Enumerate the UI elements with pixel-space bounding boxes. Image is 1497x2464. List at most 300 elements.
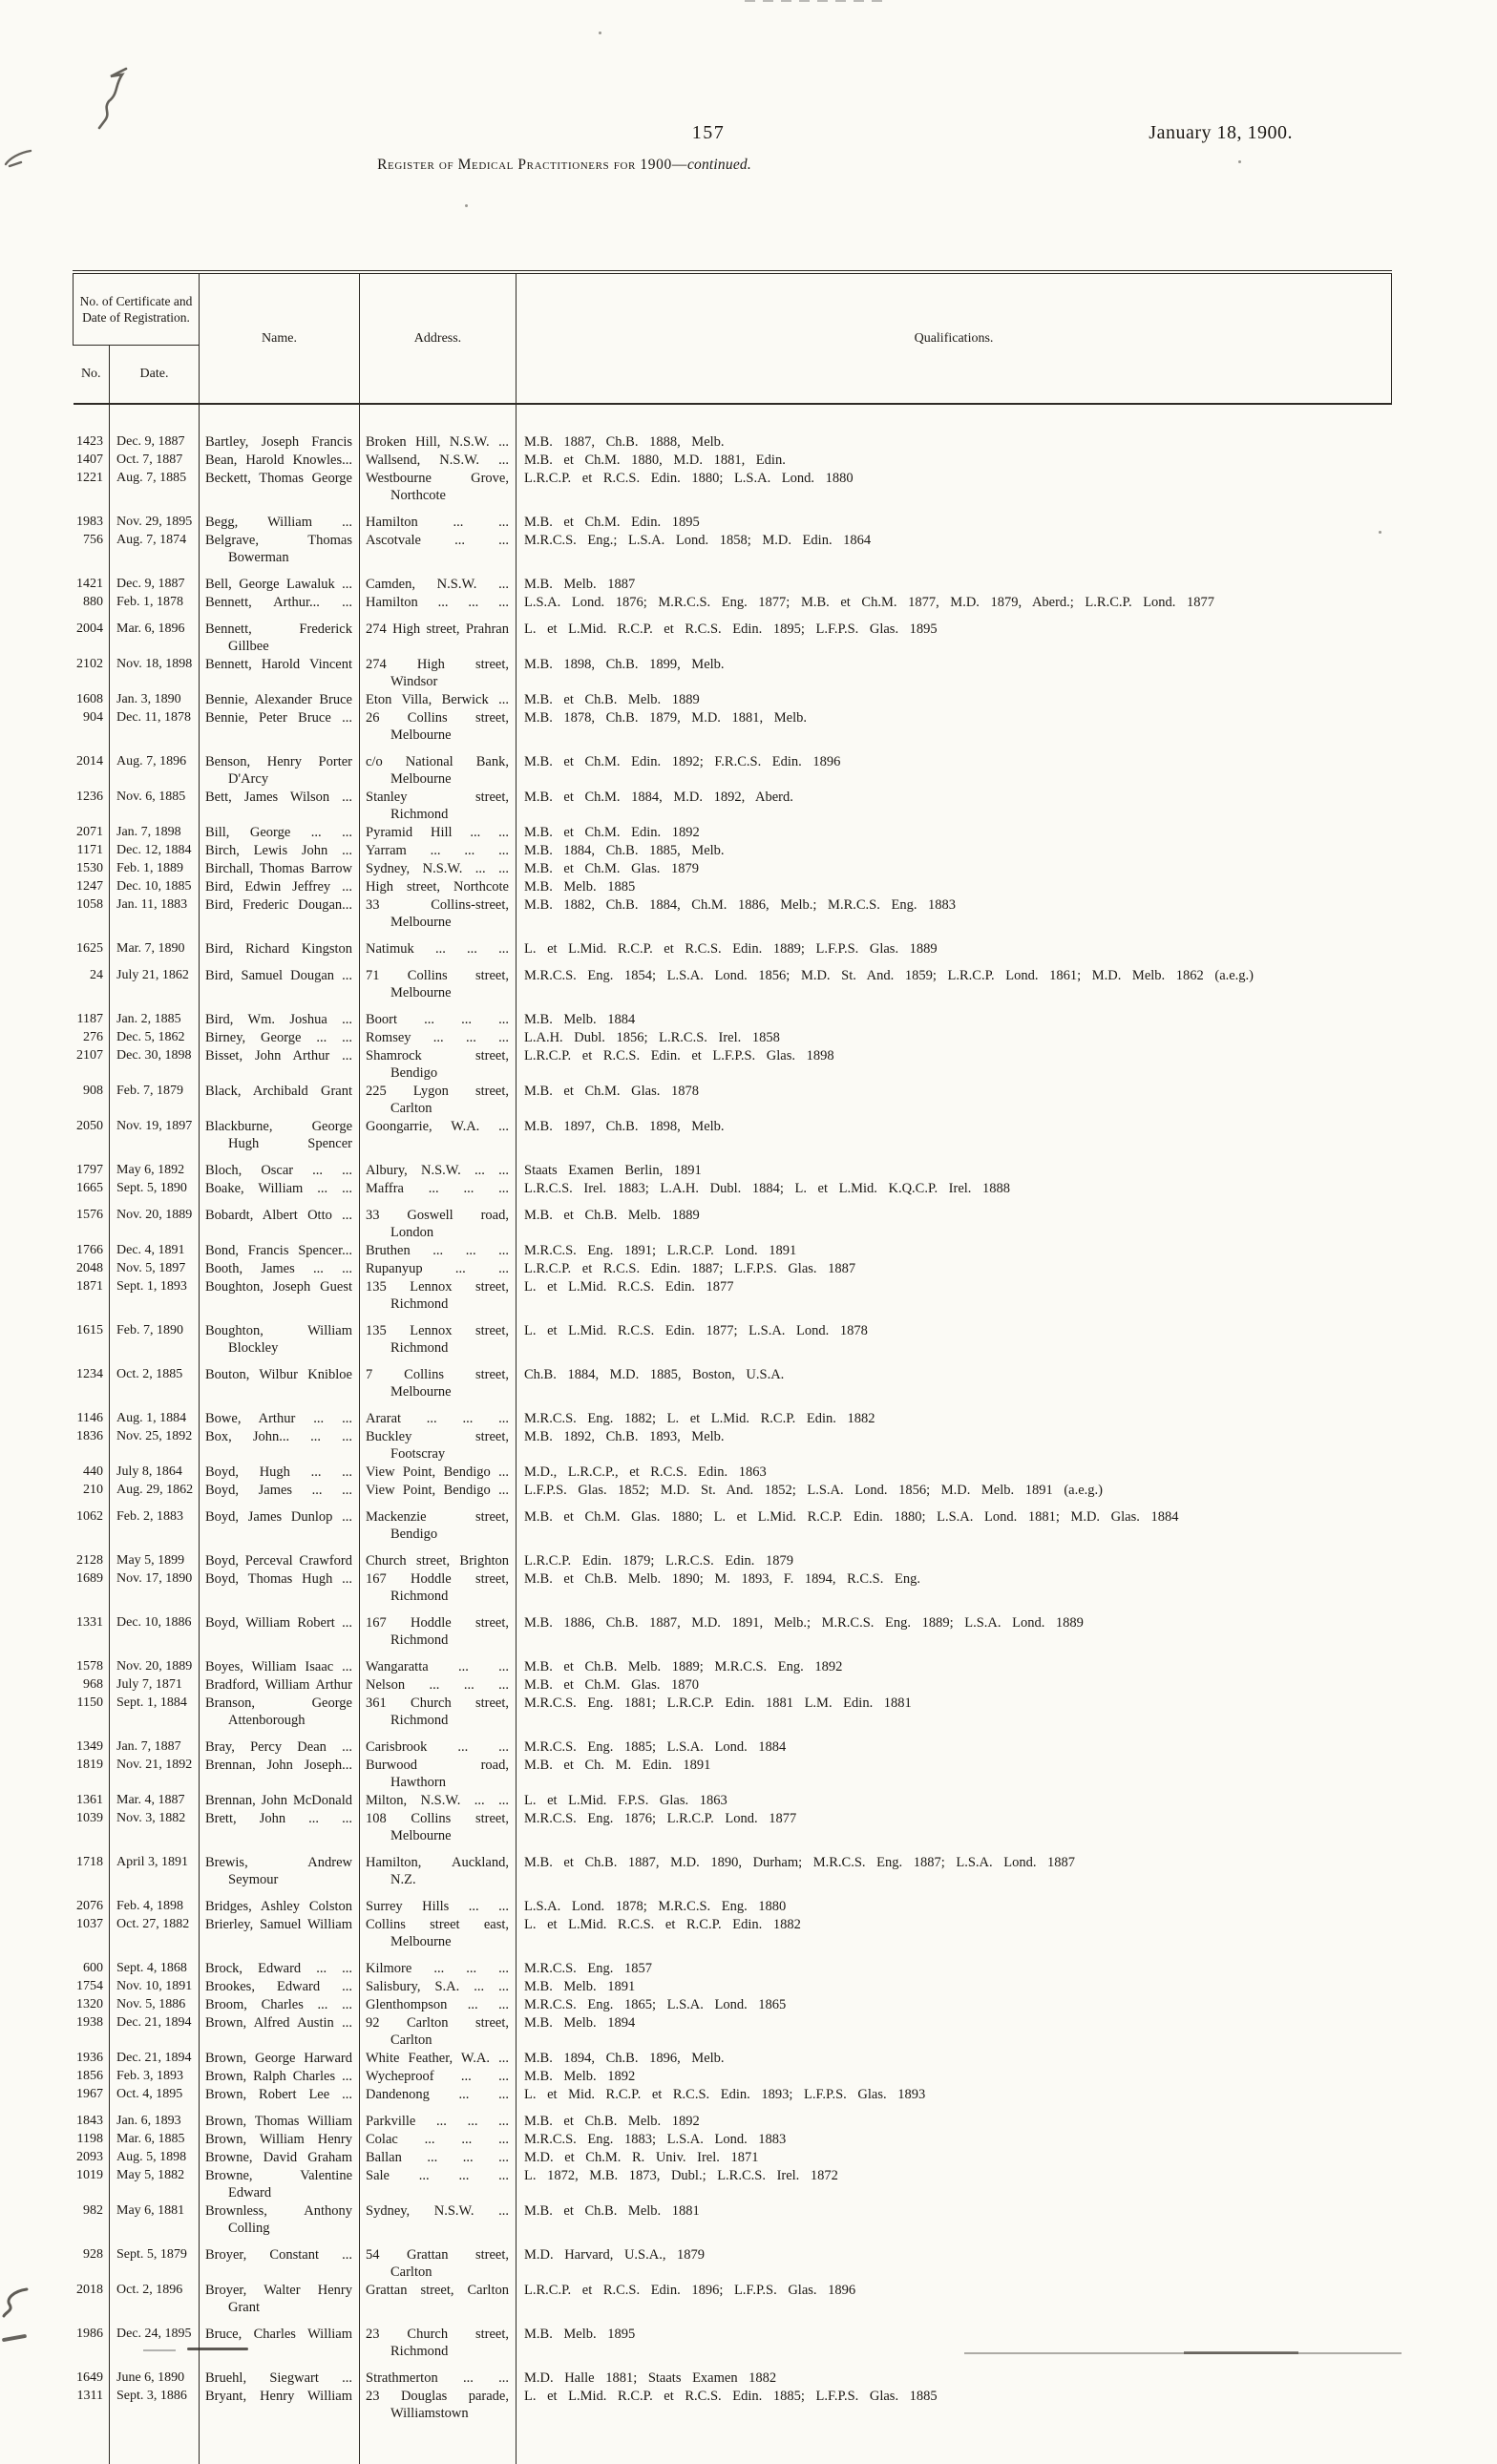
cell-no: 1615 xyxy=(76,1323,103,1337)
cell-no: 1361 xyxy=(76,1793,103,1807)
cell-no: 1766 xyxy=(76,1243,103,1257)
cell-address: Shamrock street, Bendigo xyxy=(360,1047,517,1083)
cell-date: Nov. 25, 1892 xyxy=(110,1428,200,1464)
cell-qual: L. et L.Mid. R.C.S. Edin. 1877 xyxy=(517,1278,1392,1314)
cell-qual: M.B. et Ch.M. Glas. 1870 xyxy=(517,1676,1392,1695)
cell-address: 54 Grattan street, Carlton xyxy=(360,2238,517,2282)
cell-name: Brookes, Edward ... xyxy=(200,1978,360,1996)
cell-name: Brown, Robert Lee ... xyxy=(200,2086,360,2104)
cell-date: Dec. 9, 1887 xyxy=(110,404,200,452)
cell-date: Oct. 4, 1895 xyxy=(110,2086,200,2104)
cell-date: Nov. 5, 1897 xyxy=(110,1260,200,1278)
cell-date: July 7, 1871 xyxy=(110,1676,200,1695)
cell-qual: M.B. et Ch.B. Melb. 1881 xyxy=(517,2202,1392,2238)
cell-qual: M.B. et Ch.B. Melb. 1890; M. 1893, F. 1894, R.C.S. Eng. xyxy=(517,1570,1392,1606)
cell-name: Brown, William Henry xyxy=(200,2131,360,2149)
cell-qual: M.D. Harvard, U.S.A., 1879 xyxy=(517,2238,1392,2282)
cell-no: 1578 xyxy=(76,1659,103,1674)
table-row xyxy=(74,2014,1392,2050)
cell-date: Feb. 7, 1890 xyxy=(110,1314,200,1358)
table-row xyxy=(74,878,1392,896)
cell-address: Yarram ... ... ... xyxy=(360,842,517,860)
cell-qual-empty xyxy=(517,2423,1392,2464)
cell-date: Aug. 29, 1862 xyxy=(110,1482,200,1500)
cell-date: Feb. 2, 1883 xyxy=(110,1500,200,1544)
table-row xyxy=(74,1792,1392,1810)
cell-qual: M.D., L.R.C.P., et R.C.S. Edin. 1863 xyxy=(517,1464,1392,1482)
table-row xyxy=(74,1695,1392,1730)
cell-address: Hamilton ... ... xyxy=(360,505,517,532)
table-row xyxy=(74,612,1392,656)
cell-no-empty xyxy=(74,2423,110,2464)
cell-no: 1625 xyxy=(76,941,103,956)
cell-date: Nov. 19, 1897 xyxy=(110,1118,200,1153)
cell-name: Boyes, William Isaac ... xyxy=(200,1650,360,1676)
cell-no: 1689 xyxy=(76,1571,103,1586)
cell-date: Nov. 5, 1886 xyxy=(110,1996,200,2014)
cell-address: Broken Hill, N.S.W. ... xyxy=(360,404,517,452)
cell-name: Bruehl, Siegwart ... xyxy=(200,2361,360,2388)
cell-no: 1407 xyxy=(76,453,103,467)
cell-qual: M.D. Halle 1881; Staats Examen 1882 xyxy=(517,2361,1392,2388)
cell-date: Nov. 21, 1892 xyxy=(110,1757,200,1792)
cell-qual: M.B. Melb. 1895 xyxy=(517,2317,1392,2361)
cell-no: 1665 xyxy=(76,1181,103,1195)
cell-qual: L.R.C.P. et R.C.S. Edin. 1887; L.F.P.S. Glas. 1887 xyxy=(517,1260,1392,1278)
cell-qual: L.S.A. Lond. 1876; M.R.C.S. Eng. 1877; M.B. et Ch.M. 1877, M.D. 1879, Aberd.; L.R.C.P. Lond. 1877 xyxy=(517,594,1392,612)
cell-address: 23 Douglas parade, Williamstown xyxy=(360,2388,517,2423)
cell-qual: M.B. et Ch.M. 1880, M.D. 1881, Edin. xyxy=(517,452,1392,470)
cell-name: Boyd, William Robert ... xyxy=(200,1606,360,1650)
cell-address: Hamilton, Auckland, N.Z. xyxy=(360,1845,517,1889)
cell-address: 71 Collins street, Melbourne xyxy=(360,958,517,1002)
cell-qual: M.B. et Ch.M. Edin. 1895 xyxy=(517,505,1392,532)
table-row xyxy=(74,1314,1392,1358)
cell-name: Birch, Lewis John ... xyxy=(200,842,360,860)
page-number: 157 xyxy=(691,122,726,143)
cell-qual: L.R.C.P. et R.C.S. Edin. 1880; L.S.A. Lond. 1880 xyxy=(517,470,1392,505)
page-header xyxy=(73,122,1392,149)
cell-no: 1062 xyxy=(76,1509,103,1524)
cell-qual: M.B. Melb. 1884 xyxy=(517,1002,1392,1029)
cell-address: Hamilton ... ... ... xyxy=(360,594,517,612)
table-row xyxy=(74,452,1392,470)
cell-no: 2102 xyxy=(76,657,103,671)
cell-qual: L. et L.Mid. R.C.P. et R.C.S. Edin. 1889; L.F.P.S. Glas. 1889 xyxy=(517,932,1392,958)
cell-no: 908 xyxy=(83,1084,103,1098)
cell-address: 33 Collins-street, Melbourne xyxy=(360,896,517,932)
cell-date: Sept. 1, 1893 xyxy=(110,1278,200,1314)
cell-no: 24 xyxy=(90,968,103,982)
table-row xyxy=(74,745,1392,789)
cell-address: Goongarrie, W.A. ... xyxy=(360,1118,517,1153)
cell-qual: L. et Mid. R.C.P. et R.C.S. Edin. 1893; L.F.P.S. Glas. 1893 xyxy=(517,2086,1392,2104)
table-row xyxy=(74,2131,1392,2149)
cell-name-empty xyxy=(200,2423,360,2464)
cell-date: Mar. 6, 1896 xyxy=(110,612,200,656)
table-row xyxy=(74,691,1392,709)
cell-qual: M.B. 1892, Ch.B. 1893, Melb. xyxy=(517,1428,1392,1464)
cell-address: Glenthompson ... ... xyxy=(360,1996,517,2014)
cell-qual: L.F.P.S. Glas. 1852; M.D. St. And. 1852; L.S.A. Lond. 1856; M.D. Melb. 1891 (a.e.g.) xyxy=(517,1482,1392,1500)
cell-name: Boyd, James Dunlop ... xyxy=(200,1500,360,1544)
cell-no: 1058 xyxy=(76,897,103,912)
cell-date: Nov. 20, 1889 xyxy=(110,1650,200,1676)
cell-no: 2107 xyxy=(76,1048,103,1063)
cell-no: 1986 xyxy=(76,2327,103,2341)
cell-qual: L. et L.Mid. F.P.S. Glas. 1863 xyxy=(517,1792,1392,1810)
caption-continued: continued. xyxy=(686,157,751,173)
cell-date: May 5, 1882 xyxy=(110,2167,200,2202)
cell-no: 1797 xyxy=(76,1163,103,1177)
table-row xyxy=(74,567,1392,594)
cell-qual: M.D. et Ch.M. R. Univ. Irel. 1871 xyxy=(517,2149,1392,2167)
scan-artifact-corner xyxy=(2,2334,27,2342)
table-row xyxy=(74,1198,1392,1242)
cell-name: Bouton, Wilbur Knibloe xyxy=(200,1358,360,1401)
cell-name: Beckett, Thomas George xyxy=(200,470,360,505)
cell-address: 7 Collins street, Melbourne xyxy=(360,1358,517,1401)
cell-name: Brownless, Anthony Colling xyxy=(200,2202,360,2238)
cell-no: 210 xyxy=(83,1483,103,1497)
cell-no: 1967 xyxy=(76,2087,103,2101)
table-row xyxy=(74,2086,1392,2104)
table-row xyxy=(74,594,1392,612)
cell-address: Wangaratta ... ... xyxy=(360,1650,517,1676)
cell-qual: M.B. 1886, Ch.B. 1887, M.D. 1891, Melb.; M.R.C.S. Eng. 1889; L.S.A. Lond. 1889 xyxy=(517,1606,1392,1650)
table-row xyxy=(74,2361,1392,2388)
cell-name: Black, Archibald Grant xyxy=(200,1083,360,1118)
table-row xyxy=(74,1401,1392,1428)
cell-name: Bill, George ... ... xyxy=(200,824,360,842)
scan-speck xyxy=(1238,160,1241,163)
cell-qual: M.B. et Ch.M. Edin. 1892 xyxy=(517,824,1392,842)
cell-date: Jan. 7, 1898 xyxy=(110,824,200,842)
cell-name: Boyd, Hugh ... ... xyxy=(200,1464,360,1482)
cell-no: 1938 xyxy=(76,2015,103,2030)
cell-address: Camden, N.S.W. ... xyxy=(360,567,517,594)
cell-name: Bray, Percy Dean ... xyxy=(200,1730,360,1757)
cell-date: May 6, 1881 xyxy=(110,2202,200,2238)
cell-address: Colac ... ... ... xyxy=(360,2131,517,2149)
cell-qual: M.R.C.S. Eng. 1881; L.R.C.P. Edin. 1881 L.M. Edin. 1881 xyxy=(517,1695,1392,1730)
cell-date: Dec. 9, 1887 xyxy=(110,567,200,594)
cell-qual: M.R.C.S. Eng.; L.S.A. Lond. 1858; M.D. Edin. 1864 xyxy=(517,532,1392,567)
cell-address: Mackenzie street, Bendigo xyxy=(360,1500,517,1544)
cell-address: Natimuk ... ... ... xyxy=(360,932,517,958)
cell-name: Brewis, Andrew Seymour xyxy=(200,1845,360,1889)
cell-name: Bennett, Arthur... ... xyxy=(200,594,360,612)
cell-address: 108 Collins street, Melbourne xyxy=(360,1810,517,1845)
cell-address: Pyramid Hill ... ... xyxy=(360,824,517,842)
cell-name: Benson, Henry Porter D'Arcy xyxy=(200,745,360,789)
cell-no: 1530 xyxy=(76,861,103,875)
cell-qual: L. et L.Mid. R.C.S. Edin. 1877; L.S.A. Lond. 1878 xyxy=(517,1314,1392,1358)
cell-address: Sale ... ... ... xyxy=(360,2167,517,2202)
cell-address: Salisbury, S.A. ... ... xyxy=(360,1978,517,1996)
cell-name: Browne, Valentine Edward xyxy=(200,2167,360,2202)
cell-qual: M.B. et Ch.B. Melb. 1889 xyxy=(517,691,1392,709)
table-row xyxy=(74,1978,1392,1996)
cell-date: Sept. 5, 1890 xyxy=(110,1180,200,1198)
cell-no: 2050 xyxy=(76,1119,103,1133)
cell-qual: L.S.A. Lond. 1878; M.R.C.S. Eng. 1880 xyxy=(517,1889,1392,1916)
cell-no: 1019 xyxy=(76,2168,103,2182)
cell-address: 23 Church street, Richmond xyxy=(360,2317,517,2361)
cell-address: Grattan street, Carlton xyxy=(360,2282,517,2317)
cell-qual: M.B. Melb. 1891 xyxy=(517,1978,1392,1996)
cell-name: Bond, Francis Spencer... xyxy=(200,1242,360,1260)
table-row xyxy=(74,1002,1392,1029)
cell-address: Ascotvale ... ... xyxy=(360,532,517,567)
cell-name: Broyer, Constant ... xyxy=(200,2238,360,2282)
table-row xyxy=(74,1029,1392,1047)
cell-address: Eton Villa, Berwick ... xyxy=(360,691,517,709)
cell-date: Mar. 7, 1890 xyxy=(110,932,200,958)
cell-no: 756 xyxy=(83,533,103,547)
cell-qual: M.B. 1898, Ch.B. 1899, Melb. xyxy=(517,656,1392,691)
cell-no: 600 xyxy=(83,1961,103,1975)
cell-date: Aug. 7, 1885 xyxy=(110,470,200,505)
cell-name: Box, John... ... ... xyxy=(200,1428,360,1464)
cell-no: 2048 xyxy=(76,1261,103,1275)
cell-address: Albury, N.S.W. ... ... xyxy=(360,1153,517,1180)
cell-address: High street, Northcote xyxy=(360,878,517,896)
cell-date: Aug. 1, 1884 xyxy=(110,1401,200,1428)
table-row xyxy=(74,824,1392,842)
cell-qual: L. et L.Mid. R.C.P. et R.C.S. Edin. 1895; L.F.P.S. Glas. 1895 xyxy=(517,612,1392,656)
table-row xyxy=(74,1544,1392,1570)
cell-address: Nelson ... ... ... xyxy=(360,1676,517,1695)
cell-date: Jan. 2, 1885 xyxy=(110,1002,200,1029)
cell-no: 2076 xyxy=(76,1899,103,1913)
cell-name: Bird, Frederic Dougan... xyxy=(200,896,360,932)
table-row xyxy=(74,1676,1392,1695)
cell-name: Booth, James ... ... xyxy=(200,1260,360,1278)
cell-name: Brierley, Samuel William xyxy=(200,1916,360,1951)
cell-name: Brown, Ralph Charles ... xyxy=(200,2068,360,2086)
cell-name: Bean, Harold Knowles... xyxy=(200,452,360,470)
table-row xyxy=(74,1180,1392,1198)
cell-qual: M.B. et Ch.M. Glas. 1880; L. et L.Mid. R.C.P. Edin. 1880; L.S.A. Lond. 1881; M.D. Glas. 1884 xyxy=(517,1500,1392,1544)
cell-no: 1247 xyxy=(76,879,103,894)
cell-address: Boort ... ... ... xyxy=(360,1002,517,1029)
cell-no: 440 xyxy=(83,1464,103,1479)
header-no: No. xyxy=(74,346,110,405)
table-row xyxy=(74,1730,1392,1757)
cell-no: 928 xyxy=(83,2247,103,2262)
cell-date: July 21, 1862 xyxy=(110,958,200,1002)
cell-no: 1187 xyxy=(76,1012,103,1026)
cell-no: 1221 xyxy=(76,471,103,485)
cell-date: Aug. 7, 1874 xyxy=(110,532,200,567)
cell-name: Bird, Richard Kingston xyxy=(200,932,360,958)
cell-no: 1819 xyxy=(76,1758,103,1772)
cell-name: Boyd, James ... ... xyxy=(200,1482,360,1500)
cell-date: Jan. 3, 1890 xyxy=(110,691,200,709)
cell-name: Bennie, Peter Bruce ... xyxy=(200,709,360,745)
cell-no: 2018 xyxy=(76,2283,103,2297)
table-row xyxy=(74,1118,1392,1153)
cell-qual: M.R.C.S. Eng. 1865; L.S.A. Lond. 1865 xyxy=(517,1996,1392,2014)
cell-qual: M.B. et Ch.B. Melb. 1889 xyxy=(517,1198,1392,1242)
cell-name: Bruce, Charles William xyxy=(200,2317,360,2361)
cell-no: 1039 xyxy=(76,1811,103,1825)
cell-date: June 6, 1890 xyxy=(110,2361,200,2388)
table-row xyxy=(74,2149,1392,2167)
cell-no: 2004 xyxy=(76,621,103,636)
cell-qual: M.R.C.S. Eng. 1891; L.R.C.P. Lond. 1891 xyxy=(517,1242,1392,1260)
cell-qual: M.B. Melb. 1887 xyxy=(517,567,1392,594)
table-row xyxy=(74,1810,1392,1845)
cell-qual: L. et L.Mid. R.C.S. et R.C.P. Edin. 1882 xyxy=(517,1916,1392,1951)
cell-date: Nov. 6, 1885 xyxy=(110,789,200,824)
cell-qual: M.B. Melb. 1892 xyxy=(517,2068,1392,2086)
cell-date: Oct. 27, 1882 xyxy=(110,1916,200,1951)
cell-no: 1576 xyxy=(76,1208,103,1222)
cell-qual: M.B. 1878, Ch.B. 1879, M.D. 1881, Melb. xyxy=(517,709,1392,745)
cell-qual: M.B. 1894, Ch.B. 1896, Melb. xyxy=(517,2050,1392,2068)
cell-no: 1871 xyxy=(76,1279,103,1294)
cell-date: Aug. 7, 1896 xyxy=(110,745,200,789)
cell-date: Feb. 4, 1898 xyxy=(110,1889,200,1916)
cell-address: 274 High street, Prahran xyxy=(360,612,517,656)
cell-date: April 3, 1891 xyxy=(110,1845,200,1889)
cell-date: Feb. 3, 1893 xyxy=(110,2068,200,2086)
cell-name: Broom, Charles ... ... xyxy=(200,1996,360,2014)
table-row xyxy=(74,2050,1392,2068)
cell-name: Belgrave, Thomas Bowerman xyxy=(200,532,360,567)
table-row xyxy=(74,860,1392,878)
cell-no: 1754 xyxy=(76,1979,103,1993)
cell-date: Nov. 3, 1882 xyxy=(110,1810,200,1845)
cell-qual: M.B. 1884, Ch.B. 1885, Melb. xyxy=(517,842,1392,860)
cell-date: Feb. 1, 1878 xyxy=(110,594,200,612)
cell-name: Bird, Edwin Jeffrey ... xyxy=(200,878,360,896)
cell-address: Dandenong ... ... xyxy=(360,2086,517,2104)
cell-qual: M.B. Melb. 1885 xyxy=(517,878,1392,896)
cell-address: Carisbrook ... ... xyxy=(360,1730,517,1757)
cell-date: Oct. 2, 1896 xyxy=(110,2282,200,2317)
table-row xyxy=(74,1845,1392,1889)
cell-address: 92 Carlton street, Carlton xyxy=(360,2014,517,2050)
table-row xyxy=(74,896,1392,932)
cell-no: 1983 xyxy=(76,515,103,529)
table-row xyxy=(74,2388,1392,2423)
table-row xyxy=(74,2282,1392,2317)
cell-date: Aug. 5, 1898 xyxy=(110,2149,200,2167)
scan-artifact-top-dashes xyxy=(745,0,888,2)
table-row xyxy=(74,842,1392,860)
cell-address: Kilmore ... ... ... xyxy=(360,1951,517,1978)
cell-address: Sydney, N.S.W. ... ... xyxy=(360,860,517,878)
cell-no: 1320 xyxy=(76,1997,103,2011)
cell-no: 1150 xyxy=(76,1695,103,1710)
table-row xyxy=(74,1153,1392,1180)
cell-date: Feb. 1, 1889 xyxy=(110,860,200,878)
header-date: Date. xyxy=(110,346,200,405)
cell-name: Bobardt, Albert Otto ... xyxy=(200,1198,360,1242)
table-row xyxy=(74,470,1392,505)
cell-no: 1843 xyxy=(76,2114,103,2128)
cell-name: Bell, George Lawaluk ... xyxy=(200,567,360,594)
cell-date: Feb. 7, 1879 xyxy=(110,1083,200,1118)
cell-name: Brock, Edward ... ... xyxy=(200,1951,360,1978)
cell-address: Stanley street, Richmond xyxy=(360,789,517,824)
cell-no: 880 xyxy=(83,595,103,609)
cell-date: Jan. 11, 1883 xyxy=(110,896,200,932)
table-row xyxy=(74,1916,1392,1951)
cell-address: Westbourne Grove, Northcote xyxy=(360,470,517,505)
cell-no: 1421 xyxy=(76,577,103,591)
cell-qual: M.R.C.S. Eng. 1857 xyxy=(517,1951,1392,1978)
issue-date: January 18, 1900. xyxy=(1149,122,1293,143)
cell-no: 276 xyxy=(83,1030,103,1044)
cell-address: Ararat ... ... ... xyxy=(360,1401,517,1428)
cell-name: Boake, William ... ... xyxy=(200,1180,360,1198)
cell-date: May 5, 1899 xyxy=(110,1544,200,1570)
header-address: Address. xyxy=(360,272,517,404)
cell-no: 1331 xyxy=(76,1615,103,1630)
cell-address: Parkville ... ... ... xyxy=(360,2104,517,2131)
cell-no: 1856 xyxy=(76,2069,103,2083)
header-certificate-group: No. of Certificate and Date of Registration. xyxy=(74,272,200,346)
cell-date: Dec. 10, 1886 xyxy=(110,1606,200,1650)
cell-address-empty xyxy=(360,2423,517,2464)
cell-address: c/o National Bank, Melbourne xyxy=(360,745,517,789)
table-row xyxy=(74,1428,1392,1464)
table-row xyxy=(74,1358,1392,1401)
table-row xyxy=(74,709,1392,745)
cell-name: Birney, George ... ... xyxy=(200,1029,360,1047)
cell-no: 1037 xyxy=(76,1917,103,1931)
cell-address: Rupanyup ... ... xyxy=(360,1260,517,1278)
cell-name: Brennan, John McDonald xyxy=(200,1792,360,1810)
cell-address: 167 Hoddle street, Richmond xyxy=(360,1606,517,1650)
table-row xyxy=(74,2167,1392,2202)
cell-qual: M.R.C.S. Eng. 1882; L. et L.Mid. R.C.P. Edin. 1882 xyxy=(517,1401,1392,1428)
cell-name: Brett, John ... ... xyxy=(200,1810,360,1845)
cell-qual: L. 1872, M.B. 1873, Dubl.; L.R.C.S. Irel. 1872 xyxy=(517,2167,1392,2202)
table-row xyxy=(74,1500,1392,1544)
cell-address: 274 High street, Windsor xyxy=(360,656,517,691)
cell-date-empty xyxy=(110,2423,200,2464)
cell-no: 1236 xyxy=(76,790,103,804)
cell-address: Romsey ... ... ... xyxy=(360,1029,517,1047)
cell-date: Mar. 6, 1885 xyxy=(110,2131,200,2149)
cell-qual: M.B. et Ch.M. 1884, M.D. 1892, Aberd. xyxy=(517,789,1392,824)
cell-no: 2093 xyxy=(76,2150,103,2164)
cell-no: 1936 xyxy=(76,2051,103,2065)
cell-name: Bennett, Frederick Gillbee xyxy=(200,612,360,656)
scan-speck xyxy=(465,204,468,207)
cell-qual: L.R.C.P. et R.C.S. Edin. et L.F.P.S. Glas. 1898 xyxy=(517,1047,1392,1083)
cell-qual: M.B. 1882, Ch.B. 1884, Ch.M. 1886, Melb.; M.R.C.S. Eng. 1883 xyxy=(517,896,1392,932)
cell-name: Brown, George Harward xyxy=(200,2050,360,2068)
cell-address: Wallsend, N.S.W. ... xyxy=(360,452,517,470)
cell-name: Bloch, Oscar ... ... xyxy=(200,1153,360,1180)
cell-date: Jan. 7, 1887 xyxy=(110,1730,200,1757)
cell-name: Branson, George Attenborough xyxy=(200,1695,360,1730)
cell-date: Dec. 5, 1862 xyxy=(110,1029,200,1047)
cell-no: 968 xyxy=(83,1677,103,1692)
table-row xyxy=(74,789,1392,824)
table-row xyxy=(74,2202,1392,2238)
cell-no: 2014 xyxy=(76,754,103,769)
cell-address: Collins street east, Melbourne xyxy=(360,1916,517,1951)
cell-address: Bruthen ... ... ... xyxy=(360,1242,517,1260)
cell-qual: M.R.C.S. Eng. 1883; L.S.A. Lond. 1883 xyxy=(517,2131,1392,2149)
